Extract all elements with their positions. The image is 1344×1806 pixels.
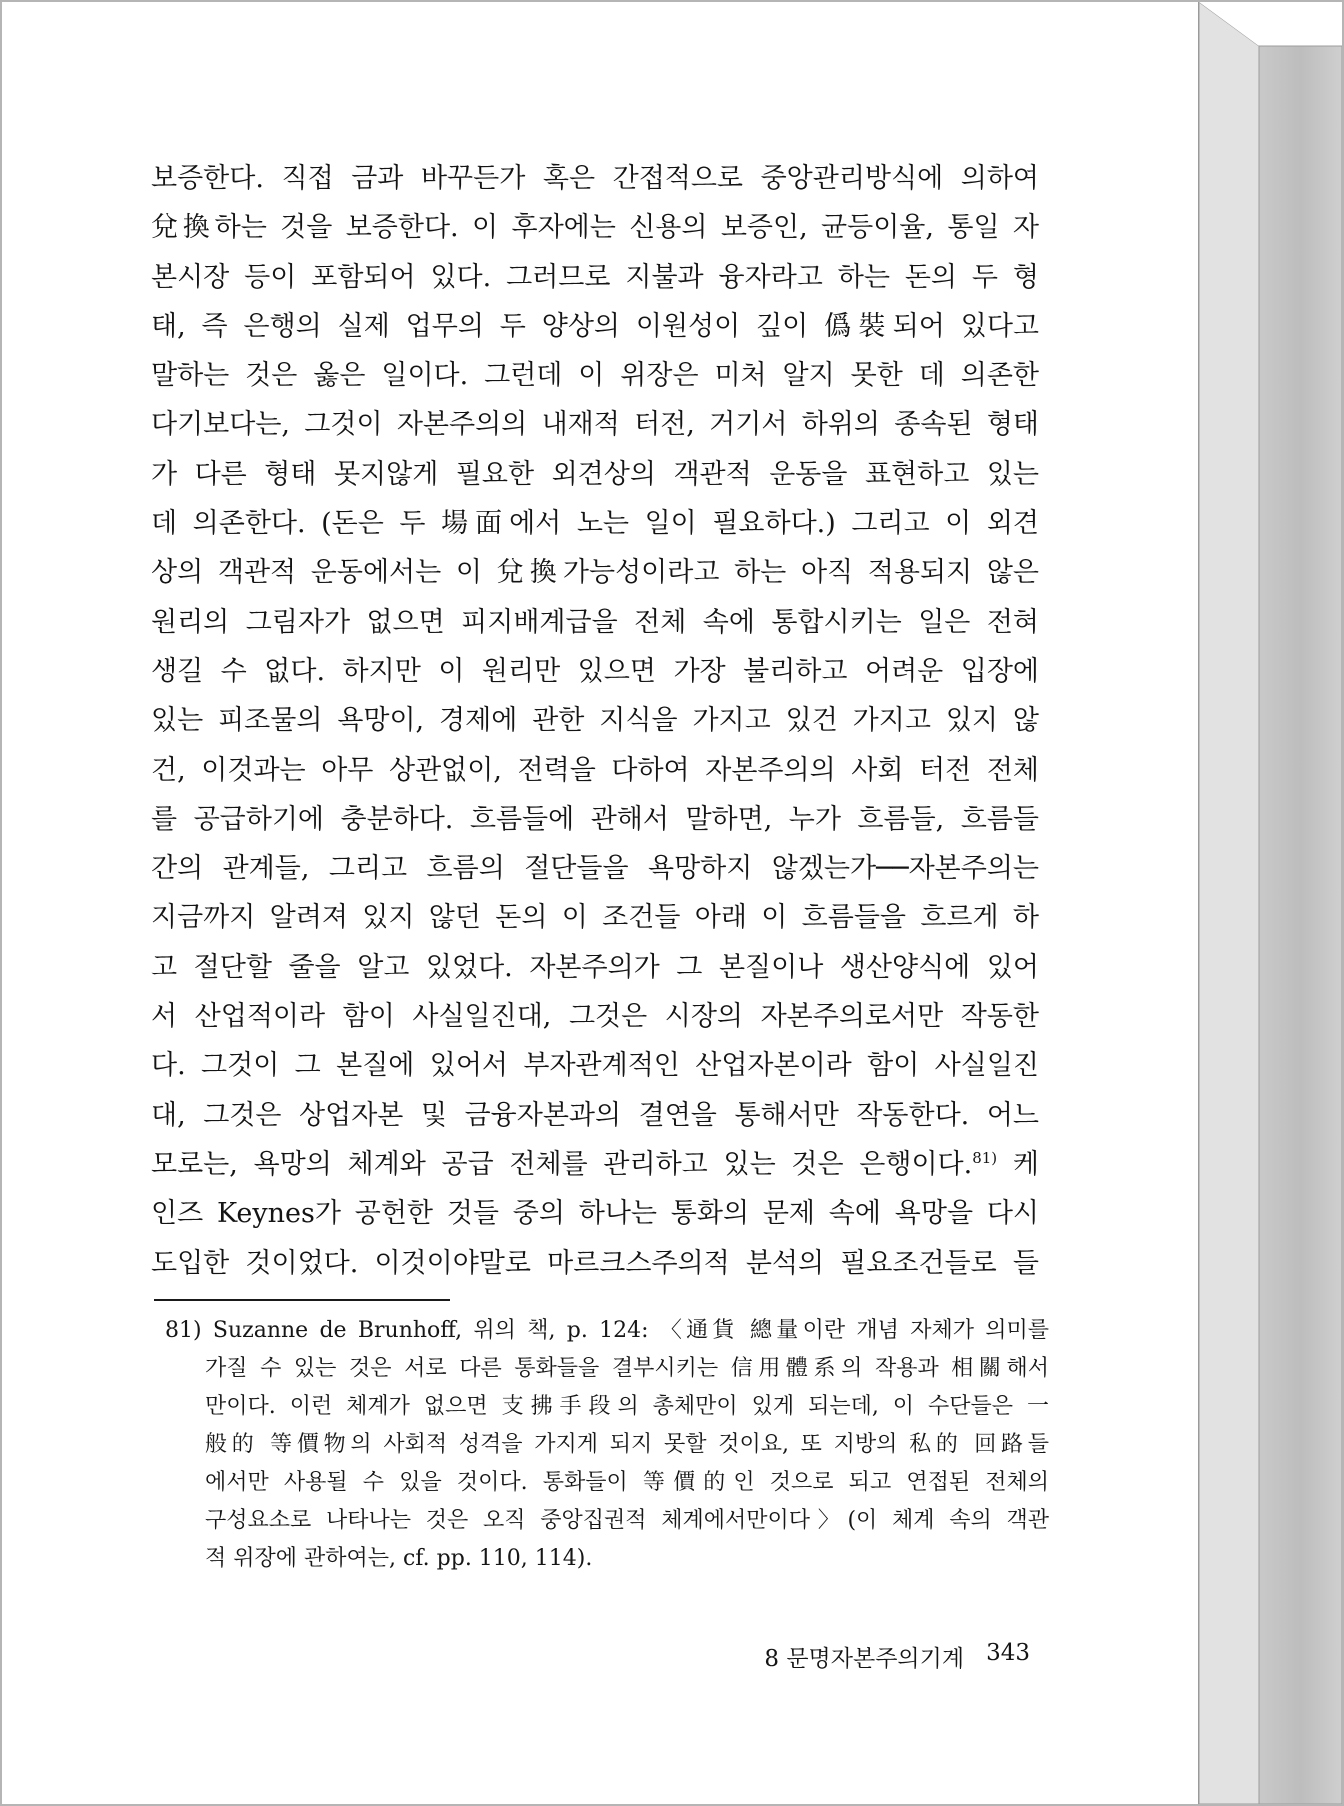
body-line: 다. 그것이 그 본질에 있어서 부자관계적인 산업자본이라 함이 사실일진 [151,1050,1039,1082]
running-head: 8 문명자본주의기계 [764,1646,965,1672]
body-line: 도입한 것이었다. 이것이야말로 마르크스주의적 분석의 필요조건들로 들 [151,1247,1039,1279]
body-line: 지금까지 알려져 있지 않던 돈의 이 조건들 아래 이 흐름들을 흐르게 하 [151,902,1039,934]
body-line: 兌換하는 것을 보증한다. 이 후자에는 신용의 보증인, 균등이율, 통일 자 [151,212,1039,244]
body-line: 서 산업적이라 함이 사실일진대, 그것은 시장의 자본주의로서만 작동한 [151,1001,1039,1033]
body-line: 있는 피조물의 욕망이, 경제에 관한 지식을 가지고 있건 가지고 있지 않 [151,705,1039,737]
page-footer [750,1640,1030,1673]
body-line: 말하는 것은 옳은 일이다. 그런데 이 위장은 미처 알지 못한 데 의존한 [151,360,1039,392]
body-line: 보증한다. 직접 금과 바꾸든가 혹은 간접적으로 중앙관리방식에 의하여 [151,163,1039,194]
body-line: 를 공급하기에 충분하다. 흐름들에 관해서 말하면, 누가 흐름들, 흐름들 [151,803,1039,835]
book-spine [1199,2,1342,1804]
body-line-continuation: 케 [997,1148,1039,1180]
footnote-line: 般的 等價物의 사회적 성격을 가지게 되지 못할 것이요, 또 지방의 私的 回路들 [205,1432,1049,1457]
footnote-number: 81) [165,1318,202,1343]
body-line-with-note-ref [151,1140,1039,1189]
body-line: 본시장 등이 포함되어 있다. 그러므로 지불과 융자라고 하는 돈의 두 형 [151,261,1039,293]
footnote-line: 적 위장에 관하여는, cf. pp. 110, 114). [205,1546,593,1571]
body-line: 가 다른 형태 못지않게 필요한 외견상의 객관적 운동을 표현하고 있는 [151,458,1039,490]
body-line: 태, 즉 은행의 실제 업무의 두 양상의 이원성이 깊이 僞裝되어 있다고 [151,310,1039,342]
body-line: 대, 그것은 상업자본 및 금융자본과의 결연을 통해서만 작동한다. 어느 [151,1099,1039,1131]
footnote-line: 구성요소로 나타나는 것은 오직 중앙집권적 체계에서만이다〉(이 체계 속의 객관 [205,1508,1049,1533]
body-line-text: 모로는, 욕망의 체계와 공급 전체를 관리하고 있는 것은 은행이다. [151,1148,973,1180]
book-page [2,2,1199,1804]
footnote-line: 에서만 사용될 수 있을 것이다. 통화들이 等價的인 것으로 되고 연접된 전체의 [205,1470,1049,1495]
footnote-text: Suzanne de Brunhoff, 위의 책, p. 124: 〈通貨 總量이란 개념 자체가 의미를 [212,1318,1049,1343]
footnote-reference: 81) [972,1148,998,1167]
body-line: 인즈 Keynes가 공헌한 것들 중의 하나는 통화의 문제 속에 욕망을 다시 [151,1198,1039,1230]
footnote [165,1312,1049,1578]
footnote-line [165,1312,1049,1350]
body-line: 고 절단할 줄을 알고 있었다. 자본주의가 그 본질이나 생산양식에 있어 [151,951,1039,983]
body-line: 간의 관계들, 그리고 흐름의 절단들을 욕망하지 않겠는가──자본주의는 [151,853,1039,885]
footnote-separator [154,1299,450,1301]
body-line: 상의 객관적 운동에서는 이 兌換가능성이라고 하는 아직 적용되지 않은 [151,557,1039,589]
body-line: 원리의 그림자가 없으면 피지배계급을 전체 속에 통합시키는 일은 전혀 [151,606,1039,638]
footnote-line: 가질 수 있는 것은 서로 다른 통화들을 결부시키는 信用體系의 작용과 相關해서 [205,1356,1049,1381]
body-line: 생길 수 없다. 하지만 이 원리만 있으면 가장 불리하고 어려운 입장에 [151,655,1039,687]
body-text [151,154,1039,1288]
body-line: 건, 이것과는 아무 상관없이, 전력을 다하여 자본주의의 사회 터전 전체 [151,754,1039,786]
footnote-line: 만이다. 이런 체계가 없으면 支拂手段의 총체만이 있게 되는데, 이 수단들은 一 [205,1394,1049,1419]
body-line: 데 의존한다. (돈은 두 場面에서 노는 일이 필요하다.) 그리고 이 외견 [151,508,1039,540]
body-line: 다기보다는, 그것이 자본주의의 내재적 터전, 거기서 하위의 종속된 형태 [151,409,1039,441]
page-number: 343 [986,1640,1030,1666]
